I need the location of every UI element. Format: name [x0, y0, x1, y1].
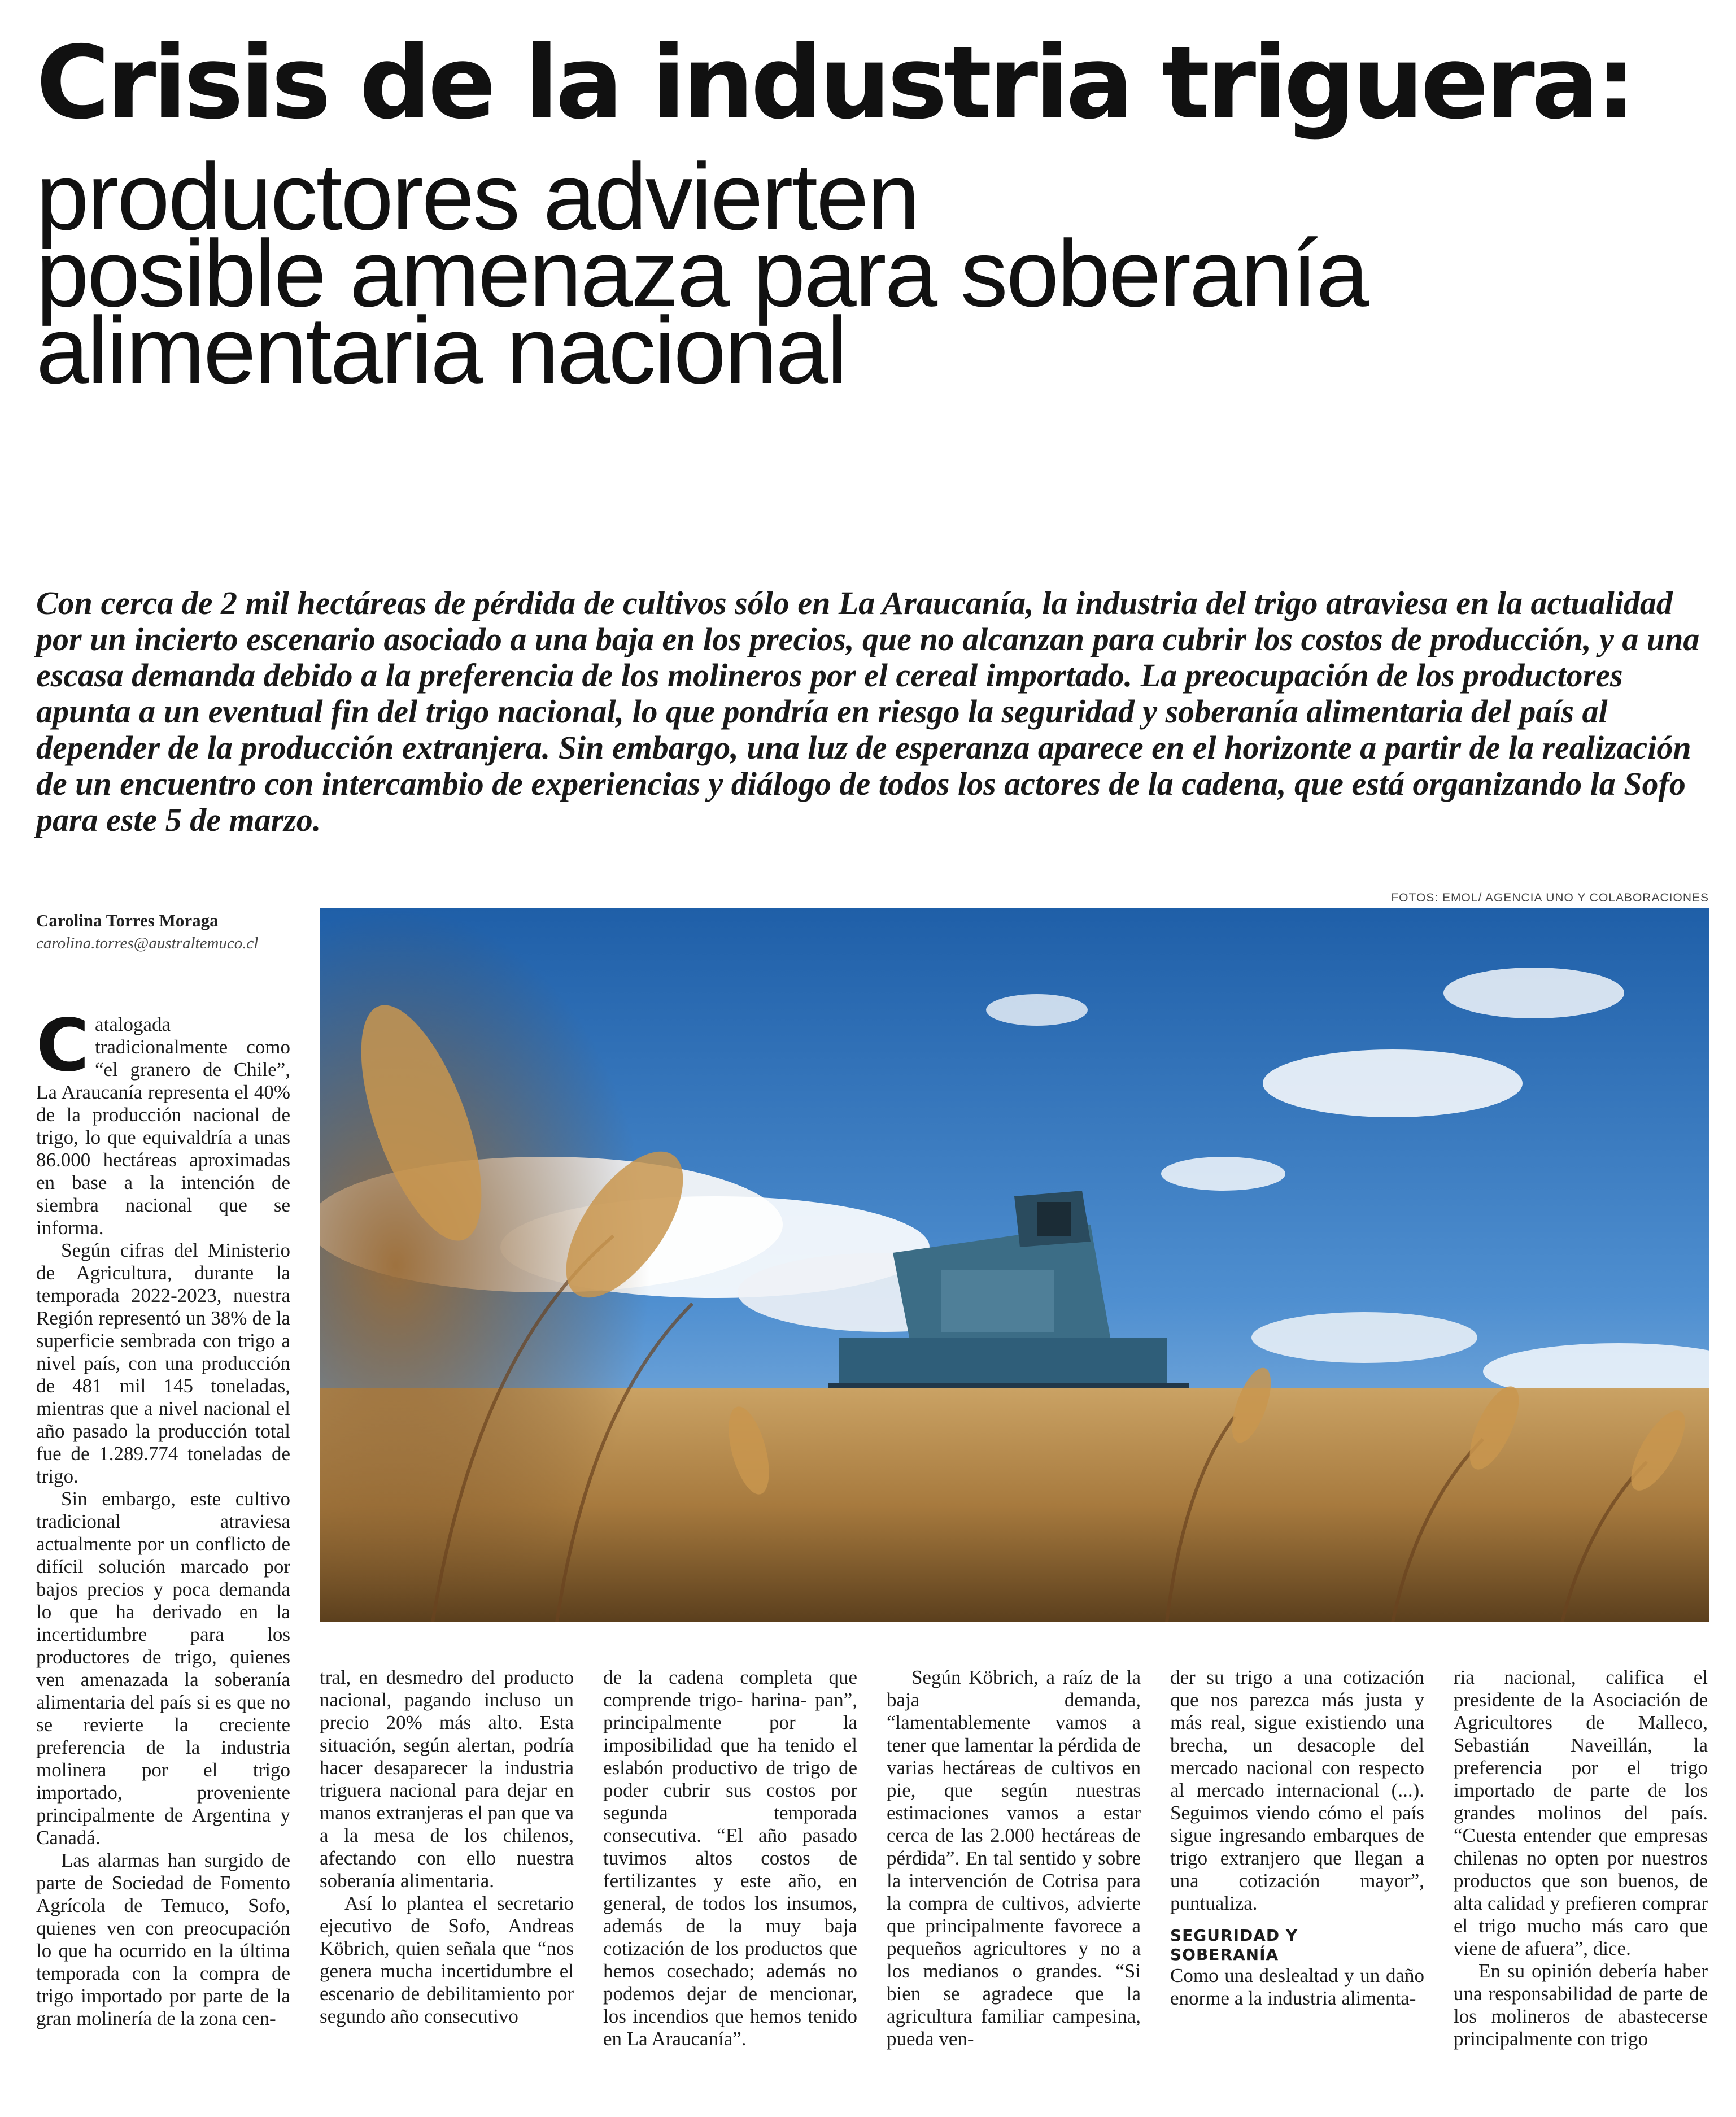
article-column-3 [603, 1666, 857, 2050]
article-column-5 [1170, 1666, 1424, 2010]
body-paragraph: der su trigo a una cotización que nos parezca más justa y más real, sigue existiendo una brecha, un desacople del mercado nacional con respecto al mercado internacional (...). Seguimos viendo cómo el país sigue ingresando embarques de trigo extranjero que llegan a una cotización mayor”, puntualiza. [1170, 1666, 1424, 1914]
photo-illustration [320, 908, 1709, 1622]
paragraph-text: atalogada tradicionalmente como “el granero de Chile”, La Araucanía representa el 40% de la producción nacional de trigo, lo que equivaldría a unas 86.000 hectáreas aproximadas en base a la intención de siembra nacional que se informa. [36, 1013, 290, 1239]
article-column-6 [1454, 1666, 1708, 2050]
article-column-2 [320, 1666, 574, 2028]
section-subhead-line: SOBERANÍA [1170, 1945, 1279, 1964]
author-name: Carolina Torres Moraga [36, 911, 219, 930]
photo-credit: FOTOS: EMOL/ AGENCIA UNO Y COLABORACIONES [1391, 891, 1709, 904]
body-paragraph: Sin embargo, este cultivo tradicional atraviesa actualmente por un conflicto de difícil solución marcado por bajos precios y poca demanda lo que ha derivado en la incertidumbre para los productores de trigo, quienes ven amenazada la soberanía alimentaria del país si es que no se revierte la creciente preferencia de la industria molinera por el trigo importado, proveniente principalmente de Argentina y Canadá. [36, 1488, 290, 1849]
wheat-harvest-photo [320, 908, 1709, 1622]
article-column-4 [887, 1666, 1141, 2050]
lede-paragraph: Con cerca de 2 mil hectáreas de pérdida de cultivos sólo en La Araucanía, la industria del trigo atraviesa en la actualidad por un incierto escenario asociado a una baja en los precios, que no alcanzan para cubrir los costos de producción, y a una escasa demanda debido a la preferencia de los molineros por el cereal importado. La preocupación de los productores apunta a un eventual fin del trigo nacional, lo que pondría en riesgo la seguridad y soberanía alimentaria del país al depender de la producción extranjera. Sin embargo, una luz de esperanza aparece en el horizonte a partir de la realización de un encuentro con intercambio de experiencias y diálogo de todos los actores de la cadena, que está organizando la Sofo para este 5 de marzo. [36, 585, 1700, 838]
byline [36, 909, 307, 955]
body-paragraph: Según cifras del Ministerio de Agricultura, durante la temporada 2022-2023, nuestra Región representó un 38% de la superficie sembrada con trigo a nivel país, con una producción de 481 mil 145 toneladas, mientras que a nivel nacional el año pasado la producción total fue de 1.289.774 toneladas de trigo. [36, 1239, 290, 1487]
author-email[interactable]: carolina.torres@australtemuco.cl [36, 934, 259, 952]
body-paragraph: En su opinión debería haber una responsabilidad de parte de los molineros de abastecerse principalmente con trigo [1454, 1960, 1708, 2050]
body-paragraph: tral, en desmedro del producto nacional, pagando incluso un precio 20% más alto. Esta situación, según alertan, podría hacer desaparecer la industria triguera nacional para dejar en manos extranjeras el pan que va a la mesa de los chilenos, afectando con ello nuestra soberanía alimentaria. [320, 1666, 574, 1892]
subheadline-line: productores advierten [36, 143, 918, 250]
subheadline-line: alimentaria nacional [36, 297, 847, 403]
body-paragraph [36, 1004, 290, 1239]
section-subhead-line: SEGURIDAD Y [1170, 1926, 1298, 1945]
body-paragraph: Según Köbrich, a raíz de la baja demanda, “lamentablemente vamos a tener que lamentar la pérdida de varias hectáreas de cultivos en pie, que según nuestras estimaciones vamos a estar cerca de las 2.000 hectáreas de pérdida”. En tal sentido y sobre la intervención de Cotrisa para la compra de cultivos, advierte que principalmente favorece a pequeños agricultores y no a los medianos o grandes. “Si bien se agradece que la agricultura familiar campesina, pueda ven- [887, 1666, 1141, 2050]
article-column-1 [36, 1004, 290, 2030]
section-subhead [1170, 1926, 1424, 1964]
subheadline [36, 143, 1708, 403]
body-paragraph: Así lo plantea el secretario ejecutivo de Sofo, Andreas Köbrich, quien señala que “nos genera mucha incertidumbre el escenario de debilitamiento por segundo año consecutivo [320, 1892, 574, 2027]
body-paragraph: Las alarmas han surgido de parte de Sociedad de Fomento Agrícola de Temuco, Sofo, quienes ven con preocupación lo que ha ocurrido en la última temporada con la compra de trigo importado por parte de la gran molinería de la zona cen- [36, 1849, 290, 2029]
headline: Crisis de la industria triguera: [36, 24, 1633, 141]
body-paragraph: ria nacional, califica el presidente de la Asociación de Agricultores de Malleco, Sebastián Naveillán, la preferencia por el trigo importado de parte de los grandes molinos del país. “Cuesta entender que empresas chilenas no opten por nuestros productos que son buenos, de alta calidad y prefieren comprar el trigo mucho más caro que viene de afuera”, dice. [1454, 1666, 1708, 1959]
body-paragraph: Como una deslealtad y un daño enorme a la industria alimenta- [1170, 1964, 1424, 2009]
subheadline-line: posible amenaza para soberanía [36, 220, 1367, 326]
drop-cap: C [36, 1004, 89, 1088]
body-paragraph: de la cadena completa que comprende trigo- harina- pan”, principalmente por la imposibilidad que ha tenido el eslabón productivo de trigo de poder cubrir sus costos por segunda temporada consecutiva. “El año pasado tuvimos altos costos de fertilizantes y este año, en general, de todos los insumos, además de la muy baja cotización de los productos que hemos cosechado; además no podemos dejar de mencionar, los incendios que hemos tenido en La Araucanía”. [603, 1666, 857, 2050]
